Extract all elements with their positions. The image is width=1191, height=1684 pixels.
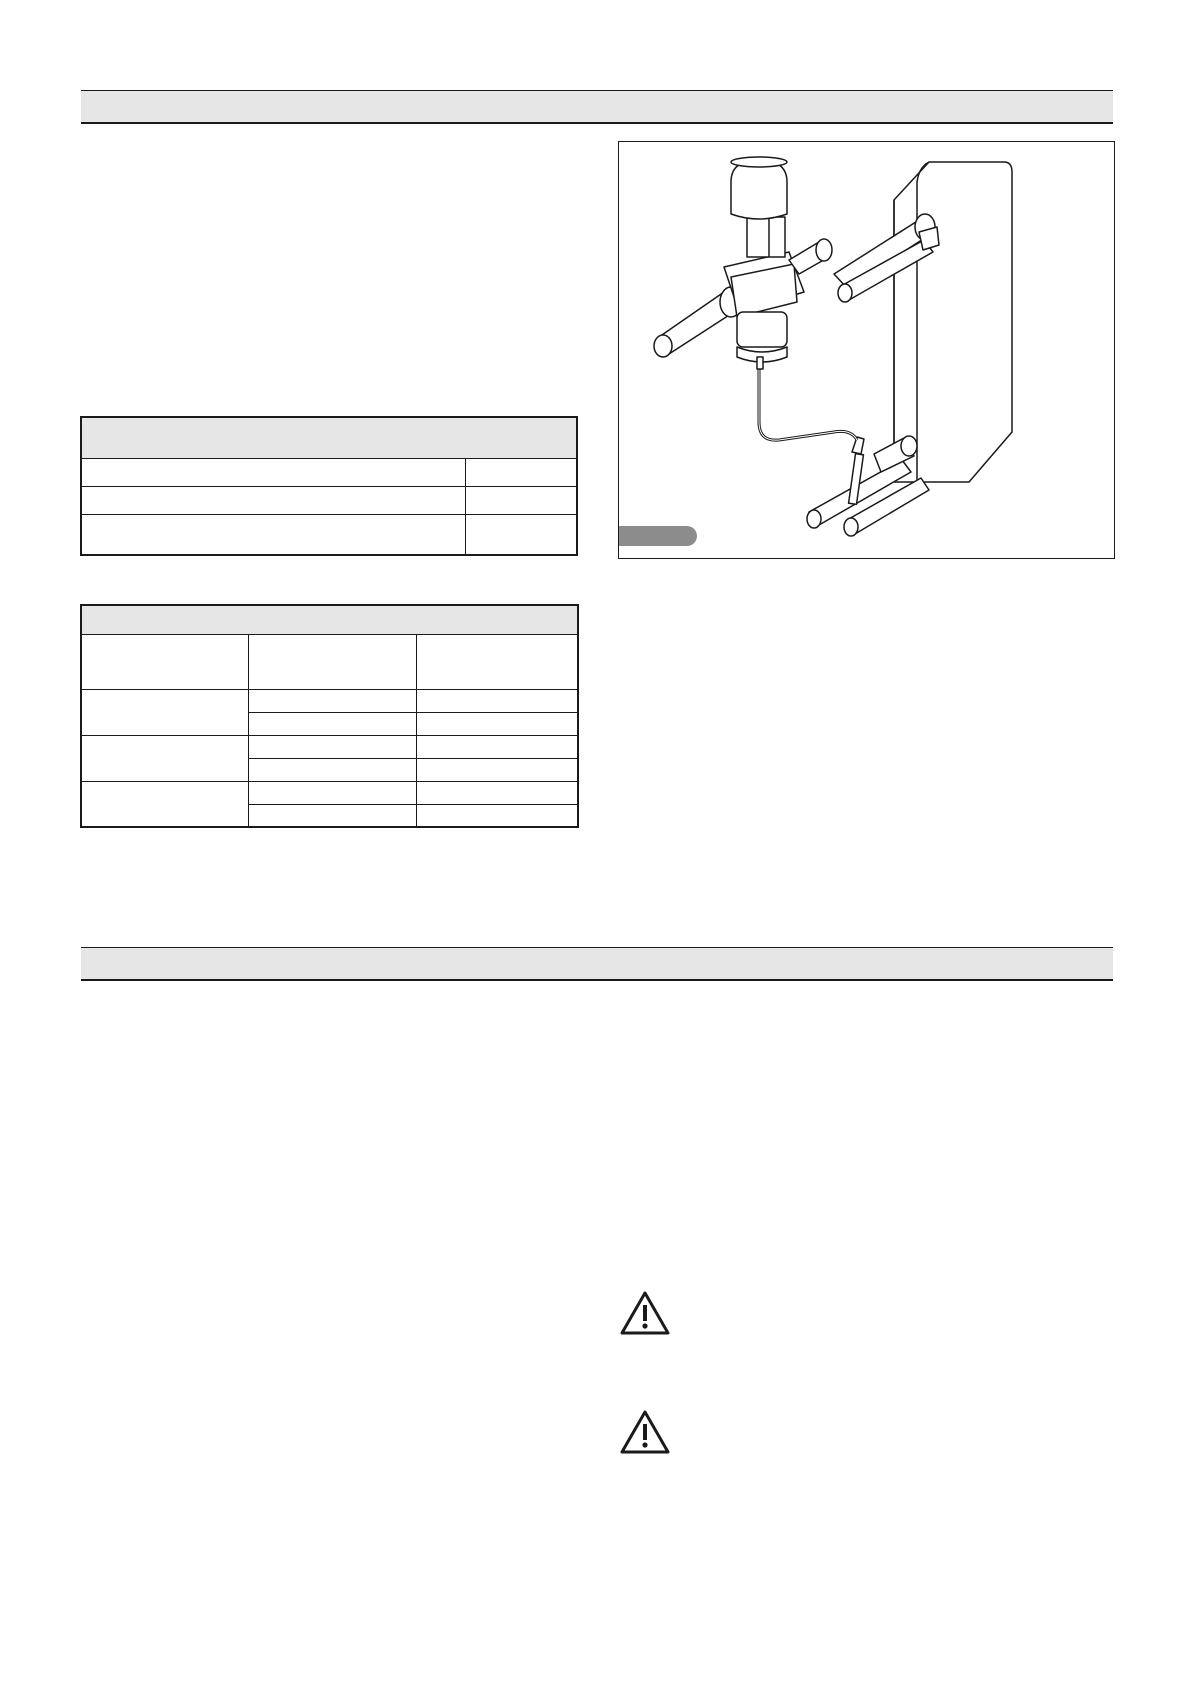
section-title [81, 91, 1113, 107]
warning-triangle-icon [619, 1290, 671, 1336]
cell [416, 804, 578, 827]
cell [248, 804, 416, 827]
spec-table-1 [80, 416, 578, 556]
cell [416, 735, 578, 758]
group-label [81, 781, 248, 827]
cell [416, 689, 578, 712]
row-value [465, 514, 577, 555]
table-header [81, 417, 577, 458]
cell [248, 758, 416, 781]
row-value [465, 458, 577, 486]
cell [416, 712, 578, 735]
table-row [81, 781, 578, 804]
table-row [81, 486, 577, 514]
group-label [81, 735, 248, 781]
table-row [81, 514, 577, 555]
row-label [81, 514, 465, 555]
table-header-row [81, 417, 577, 458]
table-row [81, 689, 578, 712]
row-value [465, 486, 577, 514]
spec-table-2 [80, 604, 579, 828]
section-header-2 [81, 947, 1113, 981]
cell [416, 758, 578, 781]
valve-heat-exchanger-illustration [619, 142, 1114, 558]
table-header [81, 605, 578, 634]
figure-label [619, 526, 697, 546]
cell [248, 689, 416, 712]
row-label [81, 486, 465, 514]
figure-box [618, 141, 1115, 559]
figure-label-text [619, 526, 697, 532]
table-header-row [81, 605, 578, 634]
cell [248, 781, 416, 804]
table-column-header-row [81, 634, 578, 689]
section-header-1 [81, 90, 1113, 124]
warning-triangle-icon [619, 1409, 671, 1455]
row-label [81, 458, 465, 486]
cell [416, 781, 578, 804]
column-header [81, 634, 248, 689]
column-header [416, 634, 578, 689]
section-title [81, 948, 1113, 964]
group-label [81, 689, 248, 735]
table-row [81, 458, 577, 486]
cell [248, 712, 416, 735]
table-row [81, 735, 578, 758]
cell [248, 735, 416, 758]
column-header [248, 634, 416, 689]
